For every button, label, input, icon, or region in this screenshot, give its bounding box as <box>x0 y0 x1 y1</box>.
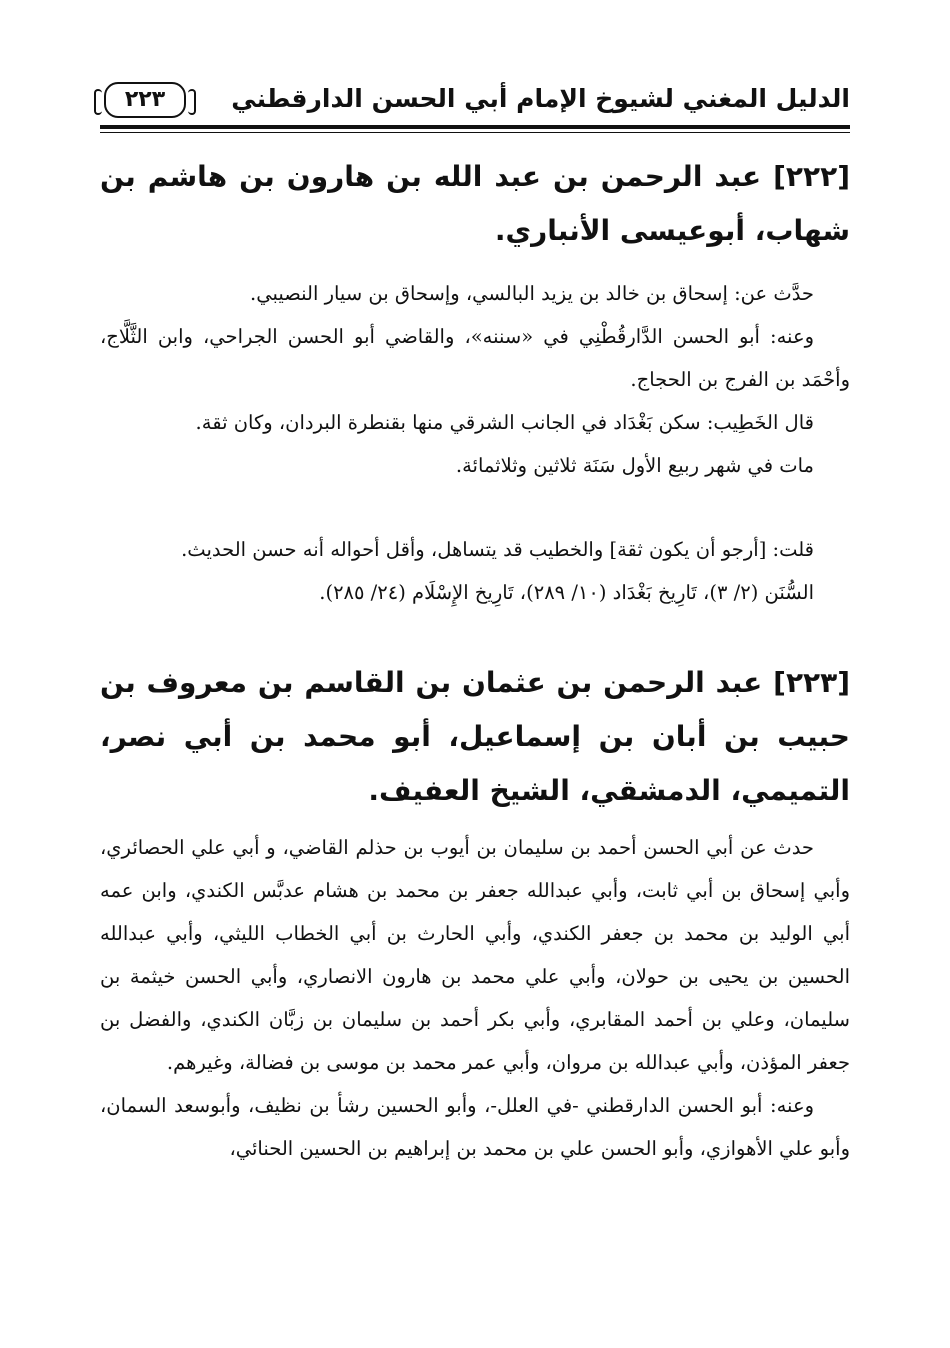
entry-223 <box>100 656 850 818</box>
entry-number: [٢٢٢] <box>773 160 850 193</box>
entry-title: عبد الرحمن بن عثمان بن القاسم بن معروف بن حبيب بن أبان بن إسماعيل، أبو محمد بن أبي نصر، التميمي، الدمشقي، الشيخ العفيف. <box>100 666 850 807</box>
entry-heading <box>100 150 850 258</box>
paragraph <box>100 1084 850 1170</box>
paragraph-text: قال الخَطِيب: سكن بَغْدَاد في الجانب الشرقي منها بقنطرة البردان، وكان ثقة. <box>195 411 814 434</box>
running-title: الدليل المغني لشيوخ الإمام أبي الحسن الدارقطني <box>231 84 850 113</box>
page-header <box>100 80 850 126</box>
paragraph <box>100 826 850 1084</box>
entry-heading <box>100 656 850 818</box>
paragraph <box>100 401 850 444</box>
paragraph-text: قلت: [أرجو أن يكون ثقة] والخطيب قد يتساهل، وأقل أحواله أنه حسن الحديث. <box>181 538 814 561</box>
paragraph <box>100 272 850 315</box>
paragraph <box>100 528 850 571</box>
paragraph-text: مات في شهر ربيع الأول سَنَة ثلاثين وثلاثمائة. <box>455 454 814 477</box>
header-rule <box>100 125 850 129</box>
paragraph <box>100 444 850 487</box>
paragraph-text: وعنه: أبو الحسن الدارقطني -في العلل-، وأبو الحسين رشأ بن نظيف، وأبوسعد السمان، وأبو علي الأهوازي، وأبو الحسن علي بن محمد بن إبراهيم بن الحسين الحنائي، <box>100 1094 850 1160</box>
sources-text: السُّنَن (٢/ ٣)، تَارِيخ بَغْدَاد (١٠/ ٢٨٩)، تَارِيخ الإِسْلَام (٢٤/ ٢٨٥). <box>319 581 814 604</box>
entry-222-notes <box>100 528 850 614</box>
paragraph-text: حدث عن أبي الحسن أحمد بن سليمان بن أيوب بن حذلم القاضي، و أبي علي الحصائري، وأبي إسحاق بن أبي ثابت، وأبي عبدالله جعفر بن محمد بن هشام عدبَّس الكندي، وابن عمه أبي الوليد بن محمد بن جعفر الكندي، وأبي الحارث بن أبي الخطاب الليثي، وأبي عبدالله الحسين بن يحيى بن حولان، وأبي علي محمد بن هارون الانصاري، وأبي الحسن خيثمة بن سليمان، وعلي بن أحمد المقابري، وأبي بكر أحمد بن سليمان بن زبَّان الكندي، والفضل بن جعفر المؤذن، وأبي عبدالله بن مروان، وأبي عمر محمد بن موسى بن فضالة، وغيرهم. <box>100 836 850 1074</box>
paragraph-text: وعنه: أبو الحسن الدَّارقُطْنِي في «سننه»، والقاضي أبو الحسن الجراحي، وابن الثَّلَّاج، وأحْمَد بن الفرج بن الحجاج. <box>100 325 850 391</box>
paragraph <box>100 571 850 614</box>
paragraph-text: حدَّث عن: إسحاق بن خالد بن يزيد البالسي، وإسحاق بن سيار النصيبي. <box>250 282 814 305</box>
entry-222-body <box>100 272 850 487</box>
entry-223-body <box>100 826 850 1170</box>
paragraph <box>100 315 850 401</box>
entry-number: [٢٢٣] <box>773 666 851 699</box>
entry-title: عبد الرحمن بن عبد الله بن هارون بن هاشم بن شهاب، أبوعيسى الأنباري. <box>100 160 850 247</box>
entry-222 <box>100 150 850 258</box>
page-number-badge: ٢٢٣ <box>104 82 186 118</box>
